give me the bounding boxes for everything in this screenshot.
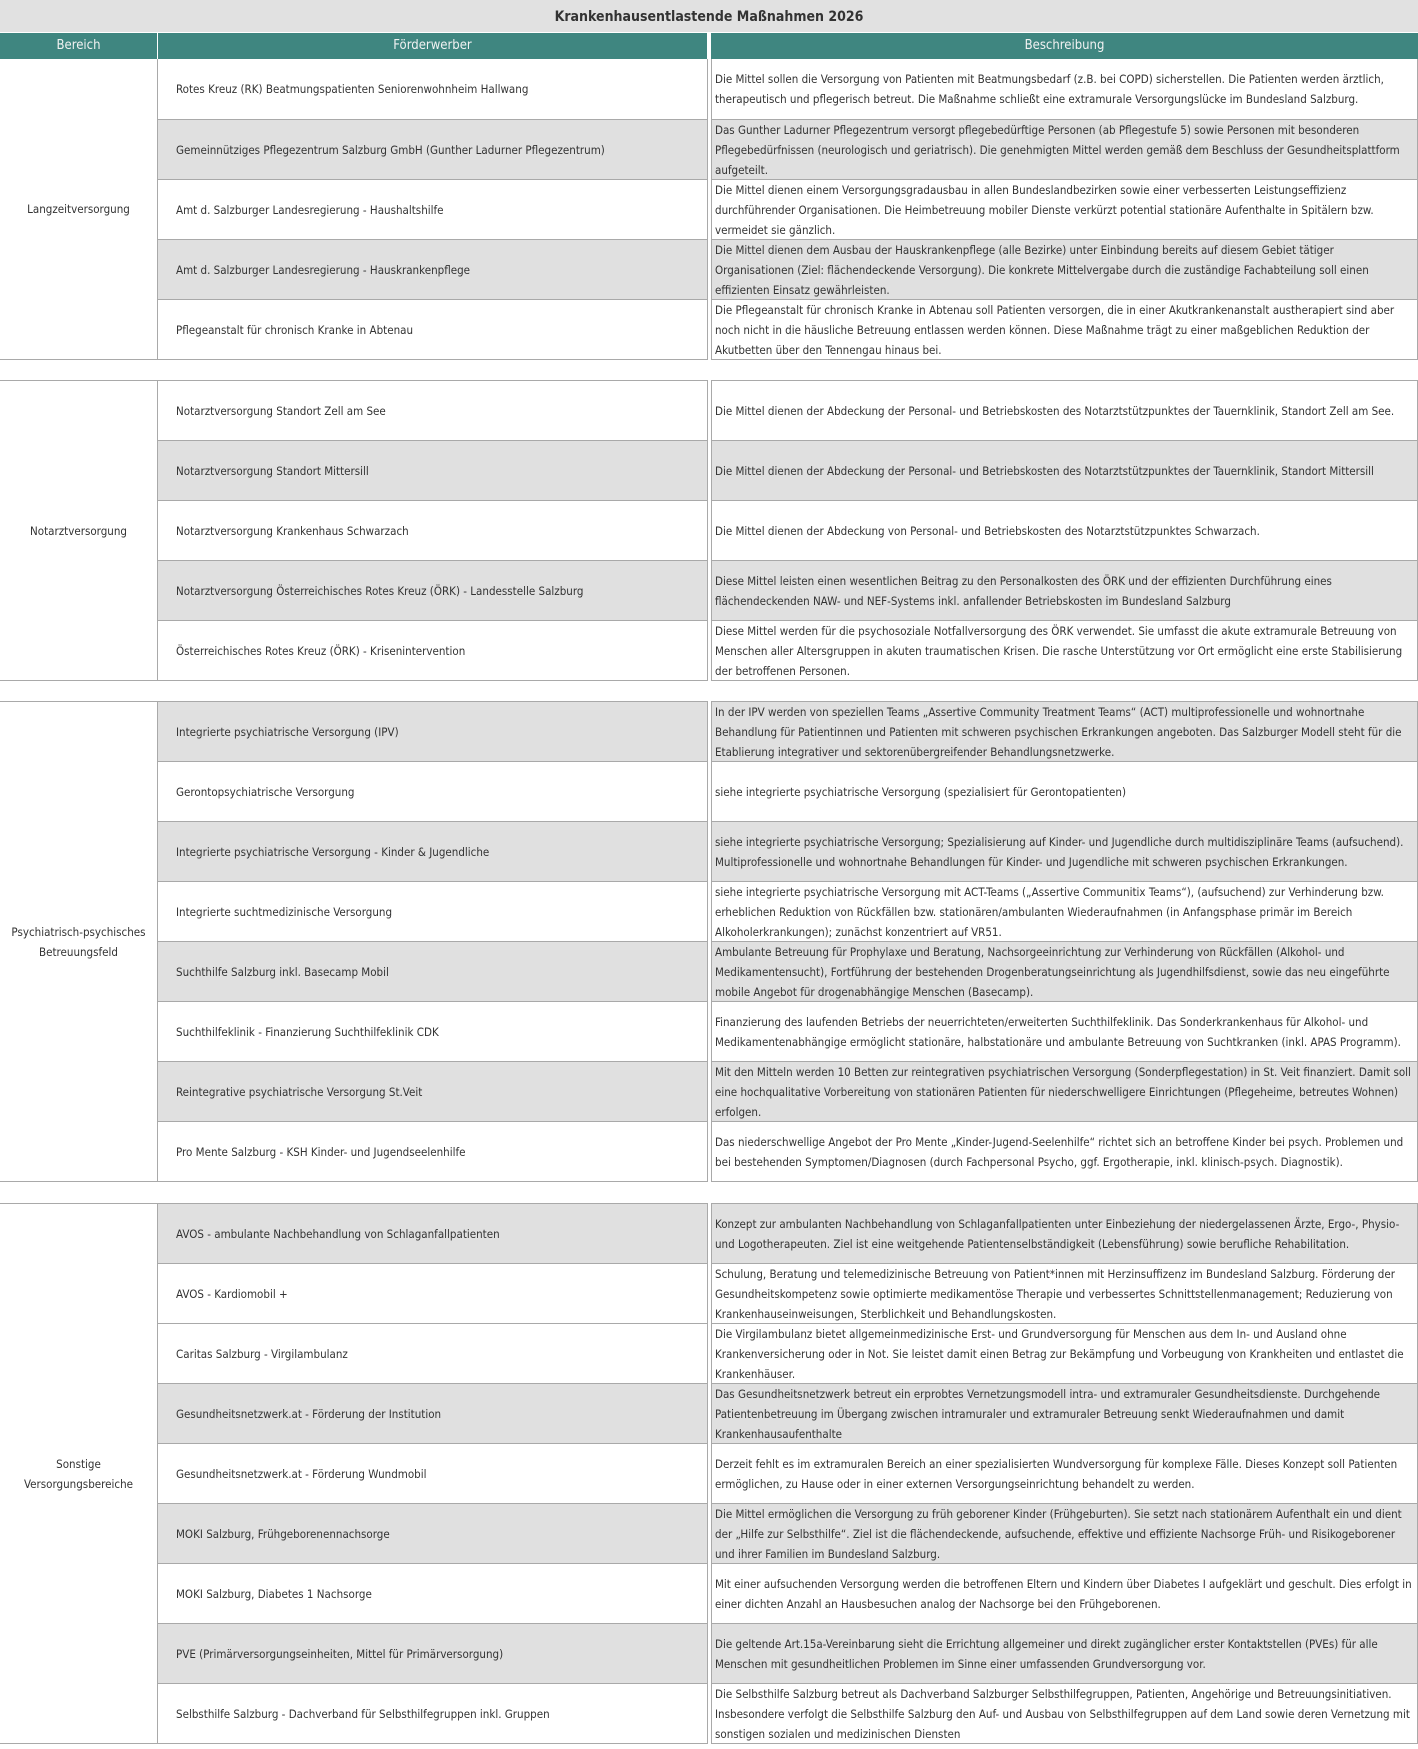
foerderwerber-cell (157, 1503, 708, 1563)
beschreibung-text: Schulung, Beratung und telemedizinische Betreuung von Patient*innen mit Herzinsuffizenz im Bundesland Salzburg. Förderung der Gesundheitskompetenz sowie optimierte medikamentöse Therapie und verbessertes Schnittstellenmanagement; Reduzierung von Krankenhauseinweisungen, Sterblichkeit und Behandlungskosten. (715, 1266, 1395, 1321)
foerderwerber-text: Selbsthilfe Salzburg - Dachverband für Selbsthilfegruppen inkl. Gruppen (176, 1706, 550, 1721)
beschreibung-text: Ambulante Betreuung für Prophylaxe und Beratung, Nachsorgeeinrichtung zur Verhinderung von Rückfällen (Alkohol- und Medikamentensucht), Fortführung der bestehenden Drogenberatungseinrichtung als Jugendhilfsdienst, sowie das neu eingeführte mobile Angebot für drogenabhängige Menschen (Basecamp). (715, 944, 1390, 999)
beschreibung-cell (711, 941, 1418, 1001)
table-row (0, 620, 1418, 681)
beschreibung-cell (711, 1383, 1418, 1443)
beschreibung-text: Finanzierung des laufenden Betriebs der neuerrichteten/erweiterten Suchthilfeklinik. Das Sonderkrankenhaus für Alkohol- und Medikamentenabhängige ermöglicht stationäre, halbstationäre und ambulante Betreuung von Suchtkranken (inkl. APAS Programm). (715, 1014, 1401, 1049)
section-group (0, 59, 1418, 360)
beschreibung-text: Diese Mittel werden für die psychosoziale Notfallversorgung des ÖRK verwendet. Sie umfasst die akute extramurale Betreuung von Menschen aller Altersgruppen in akuten traumatischen Krisen. Die rasche Unterstützung vor Ort ermöglicht eine erste Stabilisierung der betroffenen Personen. (715, 623, 1403, 678)
foerderwerber-text: Suchthilfe Salzburg inkl. Basecamp Mobil (176, 964, 389, 979)
beschreibung-text: siehe integrierte psychiatrische Versorgung mit ACT-Teams („Assertive Communitix Teams“), (aufsuchend) zur Verhinderung bzw. erheblichen Reduktion von Rückfällen bzw. stationären/ambulanten Wiederaufnahmen (in Anfangsphase primär im Bereich Alkoholerkrankungen); zunächst konzentriert auf VR51. (715, 884, 1384, 939)
column-header-foerderwerber: Förderwerber (158, 33, 707, 59)
table-row (0, 560, 1418, 620)
beschreibung-text: Diese Mittel leisten einen wesentlichen Beitrag zu den Personalkosten des ÖRK und der effizienten Durchführung eines flächendeckenden NAW- und NEF-Systems inkl. anfallender Betriebskosten im Bundesland Salzburg (715, 573, 1332, 608)
beschreibung-cell (711, 761, 1418, 821)
beschreibung-text: Derzeit fehlt es im extramuralen Bereich an einer spezialisierten Wundversorgung für komplexe Fälle. Dieses Konzept soll Patienten ermöglichen, zu Hause oder in einer externen Versorgungseinrichtung behandelt zu werden. (715, 1456, 1398, 1491)
foerderwerber-cell (157, 620, 708, 681)
foerderwerber-text: Notarztversorgung Standort Mittersill (176, 463, 369, 478)
beschreibung-cell (711, 500, 1418, 560)
beschreibung-cell (711, 1623, 1418, 1683)
foerderwerber-text: Notarztversorgung Standort Zell am See (176, 403, 386, 418)
foerderwerber-text: Österreichisches Rotes Kreuz (ÖRK) - Krisenintervention (176, 643, 466, 658)
beschreibung-cell (711, 59, 1418, 119)
table-row (0, 59, 1418, 119)
foerderwerber-cell (157, 1263, 708, 1323)
foerderwerber-text: Integrierte psychiatrische Versorgung - Kinder & Jugendliche (176, 844, 490, 859)
bereich-label: Langzeitversorgung (27, 202, 130, 216)
beschreibung-cell (711, 560, 1418, 620)
beschreibung-cell (711, 1683, 1418, 1744)
foerderwerber-cell (157, 1623, 708, 1683)
beschreibung-text: Die Mittel ermöglichen die Versorgung zu früh geborener Kinder (Frühgeburten). Sie setzt nach stationärem Aufenthalt ein und dient der „Hilfe zur Selbsthilfe“. Ziel ist die flächendeckende, aufsuchende, effektive und effiziente Nachsorge Früh- und Risikogeborener und ihrer Familien im Bundesland Salzburg. (715, 1506, 1402, 1561)
foerderwerber-text: MOKI Salzburg, Diabetes 1 Nachsorge (176, 1586, 372, 1601)
foerderwerber-cell (157, 59, 708, 119)
foerderwerber-cell (157, 1203, 708, 1263)
beschreibung-text: In der IPV werden von speziellen Teams „Assertive Community Treatment Teams“ (ACT) multiprofessionelle und wohnortnahe Behandlung für Patientinnen und Patienten mit schweren psychischen Erkrankungen angeboten. Das Salzburger Modell steht für die Etablierung integrativer und sektorenübergreifender Behandlungsnetzwerke. (715, 704, 1402, 759)
foerderwerber-cell (157, 1121, 708, 1182)
beschreibung-cell (711, 701, 1418, 761)
foerderwerber-cell (157, 1001, 708, 1061)
beschreibung-cell (711, 821, 1418, 881)
beschreibung-text: siehe integrierte psychiatrische Versorgung (spezialisiert für Gerontopatienten) (715, 784, 1126, 799)
foerderwerber-text: Suchthilfeklinik - Finanzierung Suchthilfeklinik CDK (176, 1024, 439, 1039)
beschreibung-text: Die Virgilambulanz bietet allgemeinmedizinische Erst- und Grundversorgung für Menschen aus dem In- und Ausland ohne Krankenversicherung oder in Not. Sie leistet damit einen Betrag zur Bekämpfung und Vorbeugung von Krankheiten und entlastet die Krankenhäuser. (715, 1326, 1404, 1381)
foerderwerber-text: Pflegeanstalt für chronisch Kranke in Abtenau (176, 322, 414, 337)
foerderwerber-cell (157, 1443, 708, 1503)
foerderwerber-cell (157, 179, 708, 239)
table-row (0, 1503, 1418, 1563)
foerderwerber-text: Gerontopsychiatrische Versorgung (176, 784, 355, 799)
table-row (0, 1383, 1418, 1443)
foerderwerber-cell (157, 1563, 708, 1623)
beschreibung-text: Die Mittel dienen einem Versorgungsgradausbau in allen Bundeslandbezirken sowie einer verbesserten Leistungseffizienz durchführender Organisationen. Die Heimbetreuung mobiler Dienste verkürzt potential stationäre Aufenthalte in Spitälern bzw. vermeidet sie gänzlich. (715, 182, 1374, 237)
beschreibung-cell (711, 179, 1418, 239)
foerderwerber-cell (157, 500, 708, 560)
table-row (0, 1263, 1418, 1323)
foerderwerber-cell (157, 299, 708, 360)
beschreibung-cell (711, 1503, 1418, 1563)
table-row (0, 1683, 1418, 1744)
foerderwerber-text: Gemeinnütziges Pflegezentrum Salzburg GmbH (Gunther Ladurner Pflegezentrum) (176, 142, 605, 157)
column-header-bereich: Bereich (0, 33, 157, 59)
table-row (0, 1001, 1418, 1061)
section-group (0, 701, 1418, 1182)
beschreibung-text: Mit einer aufsuchenden Versorgung werden die betroffenen Eltern und Kindern über Diabetes I aufgeklärt und geschult. Dies erfolgt in einer dichten Anzahl an Hausbesuchen analog der Nachsorge bei den Frühgeborenen. (715, 1576, 1412, 1611)
beschreibung-cell (711, 1323, 1418, 1383)
foerderwerber-cell (157, 119, 708, 179)
foerderwerber-cell (157, 701, 708, 761)
table-row (0, 239, 1418, 299)
foerderwerber-cell (157, 1323, 708, 1383)
table-title: Krankenhausentlastende Maßnahmen 2026 (0, 0, 1418, 32)
beschreibung-cell (711, 239, 1418, 299)
table-row (0, 299, 1418, 360)
beschreibung-text: Die Mittel dienen der Abdeckung der Personal- und Betriebskosten des Notarztstützpunktes der Tauernklinik, Standort Mittersill (715, 463, 1374, 478)
beschreibung-text: Das Gesundheitsnetzwerk betreut ein erprobtes Vernetzungsmodell intra- und extramuraler Gesundheitsdienste. Durchgehende Patientenbetreuung im Übergang zwischen intramuraler und extramuraler Betreuung senkt Wiederaufnahmen und damit Krankenhausaufenthalte (715, 1386, 1381, 1441)
bereich-label: Psychiatrisch-psychisches Betreuungsfeld (11, 924, 146, 959)
foerderwerber-text: Notarztversorgung Österreichisches Rotes Kreuz (ÖRK) - Landesstelle Salzburg (176, 583, 584, 598)
beschreibung-cell (711, 119, 1418, 179)
beschreibung-cell (711, 881, 1418, 941)
table-row (0, 1623, 1418, 1683)
table-row (0, 1121, 1418, 1182)
table-row (0, 1443, 1418, 1503)
table-row (0, 500, 1418, 560)
foerderwerber-text: AVOS - Kardiomobil + (176, 1286, 288, 1301)
foerderwerber-text: Caritas Salzburg - Virgilambulanz (176, 1346, 348, 1361)
foerderwerber-cell (157, 560, 708, 620)
foerderwerber-text: Integrierte suchtmedizinische Versorgung (176, 904, 393, 919)
foerderwerber-text: AVOS - ambulante Nachbehandlung von Schlaganfallpatienten (176, 1226, 500, 1241)
foerderwerber-cell (157, 881, 708, 941)
foerderwerber-text: PVE (Primärversorgungseinheiten, Mittel für Primärversorgung) (176, 1646, 504, 1661)
foerderwerber-cell (157, 821, 708, 881)
table-row (0, 881, 1418, 941)
foerderwerber-text: Pro Mente Salzburg - KSH Kinder- und Jugendseelenhilfe (176, 1144, 466, 1159)
foerderwerber-text: Amt d. Salzburger Landesregierung - Hauskrankenpflege (176, 262, 471, 277)
foerderwerber-cell (157, 440, 708, 500)
table-row (0, 119, 1418, 179)
beschreibung-text: Die Pflegeanstalt für chronisch Kranke in Abtenau soll Patienten versorgen, die in einer Akutkrankenanstalt austherapiert sind aber noch nicht in die häusliche Betreuung entlassen werden können. Diese Maßnahme trägt zu einer maßgeblichen Reduktion der Akutbetten über den Tennengau hinaus bei. (715, 302, 1395, 357)
beschreibung-text: Die Mittel dienen der Abdeckung der Personal- und Betriebskosten des Notarztstützpunktes der Tauernklinik, Standort Zell am See. (715, 403, 1395, 418)
column-header-beschreibung: Beschreibung (711, 33, 1418, 59)
foerderwerber-text: Gesundheitsnetzwerk.at - Förderung der Institution (176, 1406, 442, 1421)
foerderwerber-text: Notarztversorgung Krankenhaus Schwarzach (176, 523, 409, 538)
table-row (0, 1323, 1418, 1383)
beschreibung-cell (711, 1001, 1418, 1061)
beschreibung-text: Mit den Mitteln werden 10 Betten zur reintegrativen psychiatrischen Versorgung (Sonderpflegestation) in St. Veit finanziert. Damit soll eine hochqualitative Vorbereitung von stationären Patienten für niederschwelligere Einrichtungen (Pflegeheime, betreutes Wohnen) erfolgen. (715, 1064, 1411, 1119)
table-row (0, 440, 1418, 500)
foerderwerber-text: Rotes Kreuz (RK) Beatmungspatienten Seniorenwohnheim Hallwang (176, 82, 529, 96)
beschreibung-text: Die Mittel dienen der Abdeckung von Personal- und Betriebskosten des Notarztstützpunktes Schwarzach. (715, 523, 1260, 538)
beschreibung-cell (711, 380, 1418, 440)
bereich-label: Sonstige Versorgungsbereiche (23, 1456, 133, 1491)
beschreibung-cell (711, 1263, 1418, 1323)
table-row (0, 1203, 1418, 1263)
beschreibung-cell (711, 1563, 1418, 1623)
beschreibung-text: Das niederschwellige Angebot der Pro Mente „Kinder-Jugend-Seelenhilfe“ richtet sich an betroffene Kinder bei psych. Problemen und bei bestehenden Symptomen/Diagnosen (durch Fachpersonal Psycho, ggf. Ergotherapie, inkl. klinisch-psych. Diagnostik). (715, 1134, 1404, 1169)
foerderwerber-cell (157, 1061, 708, 1121)
beschreibung-text: Die Mittel sollen die Versorgung von Patienten mit Beatmungsbedarf (z.B. bei COPD) sicherstellen. Die Patienten werden ärztlich, therapeutisch und pflegerisch betreut. Die Maßnahme schließt eine extramurale Versorgungslücke im Bundesland Salzburg. (715, 72, 1384, 106)
beschreibung-text: Konzept zur ambulanten Nachbehandlung von Schlaganfallpatienten unter Einbeziehung der niedergelassenen Ärzte, Ergo-, Physio- und Logotherapeuten. Ziel ist eine weitgehende Patientenselbständigkeit (Lebensführung) sowie berufliche Rehabilitation. (715, 1216, 1400, 1251)
beschreibung-cell (711, 1443, 1418, 1503)
table-row (0, 1563, 1418, 1623)
beschreibung-cell (711, 1203, 1418, 1263)
foerderwerber-text: Integrierte psychiatrische Versorgung (IPV) (176, 724, 399, 739)
table-row (0, 701, 1418, 761)
table-row (0, 941, 1418, 1001)
table-row (0, 821, 1418, 881)
beschreibung-cell (711, 299, 1418, 360)
foerderwerber-text: MOKI Salzburg, Frühgeborenennachsorge (176, 1526, 390, 1541)
foerderwerber-text: Reintegrative psychiatrische Versorgung St.Veit (176, 1084, 423, 1099)
beschreibung-text: Die Selbsthilfe Salzburg betreut als Dachverband Salzburger Selbsthilfegruppen, Patienten, Angehörige und Betreuungsinitiativen. Insbesondere verfolgt die Selbsthilfe Salzburg den Auf- und Ausbau von Selbsthilfegruppen auf dem Land sowie deren Vernetzung mit sonstigen sozialen und medizinischen Diensten (715, 1686, 1410, 1741)
table-row (0, 179, 1418, 239)
section-group (0, 380, 1418, 681)
table-row (0, 380, 1418, 440)
foerderwerber-text: Amt d. Salzburger Landesregierung - Haushaltshilfe (176, 202, 444, 217)
beschreibung-text: Die geltende Art.15a-Vereinbarung sieht die Errichtung allgemeiner und direkt zugänglicher erster Kontaktstellen (PVEs) für alle Menschen mit gesundheitlichen Problemen im Sinne einer umfassenden Grundversorgung vor. (715, 1636, 1378, 1671)
foerderwerber-cell (157, 380, 708, 440)
beschreibung-text: Das Gunther Ladurner Pflegezentrum versorgt pflegebedürftige Personen (ab Pflegestufe 5) sowie Personen mit besonderen Pflegebedürfnissen (neurologisch und geriatrisch). Die genehmigten Mittel werden gemäß dem Beschluss der Gesundheitsplattform aufgeteilt. (715, 122, 1400, 177)
foerderwerber-cell (157, 1683, 708, 1744)
foerderwerber-cell (157, 941, 708, 1001)
beschreibung-cell (711, 620, 1418, 681)
foerderwerber-cell (157, 239, 708, 299)
foerderwerber-text: Gesundheitsnetzwerk.at - Förderung Wundmobil (176, 1466, 427, 1481)
foerderwerber-cell (157, 1383, 708, 1443)
table-row (0, 1061, 1418, 1121)
beschreibung-text: siehe integrierte psychiatrische Versorgung; Spezialisierung auf Kinder- und Jugendliche durch multidisziplinäre Teams (aufsuchend). Multiprofessionelle und wohnortnahe Behandlungen für Kinder- und Jugendliche mit schweren psychischen Erkrankungen. (715, 834, 1404, 869)
beschreibung-text: Die Mittel dienen dem Ausbau der Hauskrankenpflege (alle Bezirke) unter Einbindung bereits auf diesem Gebiet tätiger Organisationen (Ziel: flächendeckende Versorgung). Die konkrete Mittelvergabe durch die zuständige Fachabteilung soll einen effizienten Einsatz gewährleisten. (715, 242, 1369, 297)
table-row (0, 761, 1418, 821)
foerderwerber-cell (157, 761, 708, 821)
beschreibung-cell (711, 1061, 1418, 1121)
beschreibung-cell (711, 1121, 1418, 1182)
beschreibung-cell (711, 440, 1418, 500)
bereich-label: Notarztversorgung (30, 523, 127, 538)
section-group (0, 1203, 1418, 1744)
